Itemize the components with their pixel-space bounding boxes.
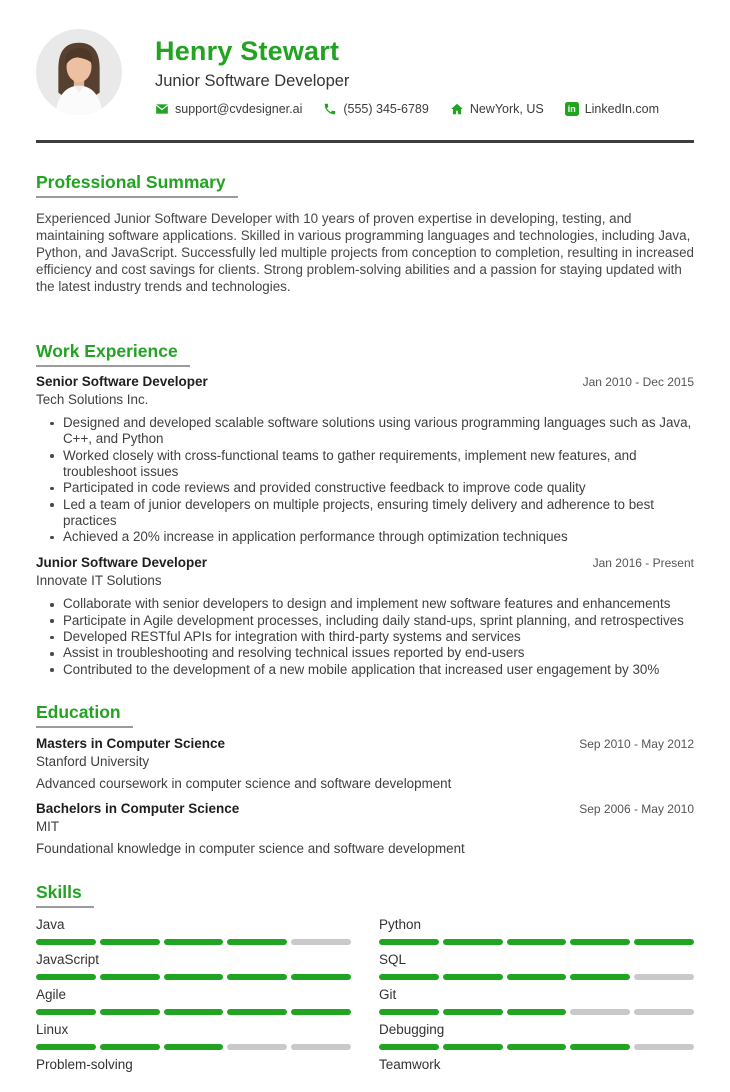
skill-bar-segment-empty: [227, 1044, 287, 1050]
resume-header: [36, 29, 694, 116]
skill-bar-segment-filled: [379, 939, 439, 945]
skill-level-bar: [379, 1044, 694, 1050]
skill-name: Linux: [36, 1021, 69, 1037]
job-dates: Jan 2010 - Dec 2015: [582, 375, 694, 390]
skill-bar-segment-empty: [634, 1009, 694, 1015]
skill-bar-segment-filled: [291, 1009, 351, 1015]
degree-title: Bachelors in Computer Science: [36, 800, 240, 816]
job-title: Senior Software Developer: [36, 374, 208, 390]
job-bullet: Led a team of junior developers on multiple projects, ensuring timely delivery and adherence to best practices: [63, 497, 694, 530]
skill-name: Git: [379, 986, 397, 1002]
degree-entry: [36, 801, 694, 856]
skill-name: JavaScript: [36, 951, 100, 967]
degree-school: MIT: [36, 818, 60, 834]
linkedin-icon: in: [565, 102, 579, 116]
job-bullet: Assist in troubleshooting and resolving technical issues reported by end-users: [63, 645, 694, 661]
skill-bar-segment-filled: [507, 974, 567, 980]
section-heading-experience: Work Experience: [36, 341, 190, 367]
skill-entry: [379, 952, 694, 980]
degree-dates: Sep 2010 - May 2012: [579, 736, 694, 751]
contact-phone: [323, 102, 428, 116]
skill-bar-segment-empty: [634, 974, 694, 980]
skill-bar-segment-filled: [634, 939, 694, 945]
skill-entry: [379, 917, 694, 945]
header-info: [155, 29, 659, 116]
candidate-title: Junior Software Developer: [155, 72, 350, 91]
skill-level-bar: [379, 974, 694, 980]
skill-entry: [36, 952, 351, 980]
job-header: [36, 555, 694, 570]
skill-bar-segment-filled: [164, 1009, 224, 1015]
job-bullet: Collaborate with senior developers to design and implement new software features and enhancements: [63, 596, 694, 612]
degree-title: Masters in Computer Science: [36, 735, 226, 751]
skill-bar-segment-filled: [507, 1009, 567, 1015]
section-heading-skills: Skills: [36, 882, 94, 908]
jobs-list: [36, 374, 694, 678]
job-bullet: Worked closely with cross-functional teams to gather requirements, implement new features, and troubleshoot issues: [63, 448, 694, 481]
job-bullets: [36, 596, 694, 677]
contact-row: [155, 102, 659, 116]
skill-level-bar: [36, 974, 351, 980]
skill-bar-segment-filled: [570, 974, 630, 980]
home-icon: [450, 102, 464, 116]
job-bullet: Designed and developed scalable software solutions using various programming languages such as Java, C++, and Python: [63, 415, 694, 448]
skill-level-bar: [36, 1044, 351, 1050]
skill-name: Agile: [36, 986, 67, 1002]
profile-photo: [36, 29, 122, 115]
skill-name: Java: [36, 916, 65, 932]
degree-school: Stanford University: [36, 753, 150, 769]
contact-email[interactable]: [155, 102, 302, 116]
skill-entry: [379, 987, 694, 1015]
job-dates: Jan 2016 - Present: [592, 556, 694, 571]
skill-bar-segment-filled: [100, 939, 160, 945]
skill-bar-segment-filled: [100, 1009, 160, 1015]
section-education: [36, 678, 694, 856]
skill-level-bar: [379, 1079, 694, 1085]
skill-bar-segment-filled: [36, 1009, 96, 1015]
skill-bar-segment-filled: [443, 1009, 503, 1015]
skill-name: Python: [379, 916, 422, 932]
contact-location-text: NewYork, US: [469, 102, 544, 117]
skill-bar-segment-filled: [164, 974, 224, 980]
skill-entry: [36, 917, 351, 945]
degree-entry: [36, 736, 694, 791]
phone-icon: [323, 102, 337, 116]
degree-header: [36, 736, 694, 751]
job-bullet: Contributed to the development of a new mobile application that increased user engagement by 30%: [63, 662, 694, 678]
skill-bar-segment-empty: [291, 1044, 351, 1050]
degrees-list: [36, 736, 694, 856]
job-header: [36, 374, 694, 389]
email-icon: [155, 102, 169, 116]
skill-entry: [36, 1057, 351, 1085]
job-company: Tech Solutions Inc.: [36, 392, 149, 408]
summary-text: Experienced Junior Software Developer with 10 years of proven expertise in developing, testing, and maintaining software applications. Skilled in various programming languages and technologies, including Java, Python, and JavaScript. Successfully led multiple projects from conception to completion, resulting in increased efficiency and cost savings for clients. Strong problem-solving abilities and a passion for staying updated with the latest industry trends and technologies.: [36, 211, 694, 295]
job-company: Innovate IT Solutions: [36, 573, 162, 589]
skill-bar-segment-empty: [291, 939, 351, 945]
skill-bar-segment-filled: [291, 974, 351, 980]
profile-photo-illustration: [36, 29, 122, 115]
job-bullet: Participate in Agile development processes, including daily stand-ups, sprint planning, and retrospectives: [63, 613, 694, 629]
section-skills: [36, 856, 694, 1092]
skill-level-bar: [36, 1079, 351, 1085]
skill-bar-segment-filled: [507, 1044, 567, 1050]
skill-name: SQL: [379, 951, 407, 967]
skill-bar-segment-filled: [379, 1044, 439, 1050]
job-bullet: Participated in code reviews and provided constructive feedback to improve code quality: [63, 480, 694, 496]
skill-bar-segment-filled: [227, 939, 287, 945]
job-entry: [36, 374, 694, 545]
skill-bar-segment-filled: [443, 1044, 503, 1050]
contact-email-text: support@cvdesigner.ai: [175, 102, 303, 117]
job-bullet: Developed RESTful APIs for integration with third-party systems and services: [63, 629, 694, 645]
skill-level-bar: [36, 1009, 351, 1015]
section-professional-summary: [36, 143, 694, 295]
skill-entry: [36, 1022, 351, 1050]
skill-bar-segment-filled: [507, 939, 567, 945]
skill-bar-segment-filled: [36, 939, 96, 945]
skill-name: Debugging: [379, 1021, 445, 1037]
job-title: Junior Software Developer: [36, 555, 208, 571]
degree-dates: Sep 2006 - May 2010: [579, 801, 694, 816]
skill-bar-segment-filled: [164, 1044, 224, 1050]
skill-bar-segment-filled: [379, 974, 439, 980]
contact-location: [450, 102, 544, 116]
skill-bar-segment-filled: [100, 974, 160, 980]
section-work-experience: [36, 295, 694, 678]
skill-level-bar: [379, 939, 694, 945]
job-bullets: [36, 415, 694, 545]
skill-bar-segment-filled: [570, 939, 630, 945]
contact-phone-text: (555) 345-6789: [343, 102, 429, 117]
job-bullet: Achieved a 20% increase in application performance through optimization techniques: [63, 529, 694, 545]
skill-entry: [379, 1057, 694, 1085]
skill-bar-segment-filled: [379, 1009, 439, 1015]
skill-bar-segment-filled: [227, 1009, 287, 1015]
job-entry: [36, 555, 694, 677]
skill-bar-segment-filled: [100, 1044, 160, 1050]
skill-bar-segment-empty: [570, 1009, 630, 1015]
section-heading-education: Education: [36, 702, 133, 728]
skills-grid: [36, 917, 694, 1092]
skill-bar-segment-filled: [570, 1044, 630, 1050]
contact-linkedin[interactable]: [565, 102, 659, 116]
contact-linkedin-text: LinkedIn.com: [584, 102, 660, 117]
skill-bar-segment-filled: [36, 974, 96, 980]
skill-entry: [36, 987, 351, 1015]
degree-description: Foundational knowledge in computer science and software development: [36, 840, 465, 856]
skill-name: Problem-solving: [36, 1056, 133, 1072]
skill-level-bar: [36, 939, 351, 945]
skill-bar-segment-filled: [164, 939, 224, 945]
skill-level-bar: [379, 1009, 694, 1015]
skill-bar-segment-filled: [36, 1044, 96, 1050]
skill-entry: [379, 1022, 694, 1050]
section-heading-summary: Professional Summary: [36, 172, 238, 198]
skill-name: Teamwork: [379, 1056, 441, 1072]
skill-bar-segment-filled: [443, 939, 503, 945]
skill-bar-segment-empty: [634, 1044, 694, 1050]
skill-bar-segment-filled: [227, 974, 287, 980]
candidate-name: Henry Stewart: [155, 36, 340, 66]
degree-description: Advanced coursework in computer science and software development: [36, 775, 452, 791]
skill-bar-segment-filled: [443, 974, 503, 980]
degree-header: [36, 801, 694, 816]
